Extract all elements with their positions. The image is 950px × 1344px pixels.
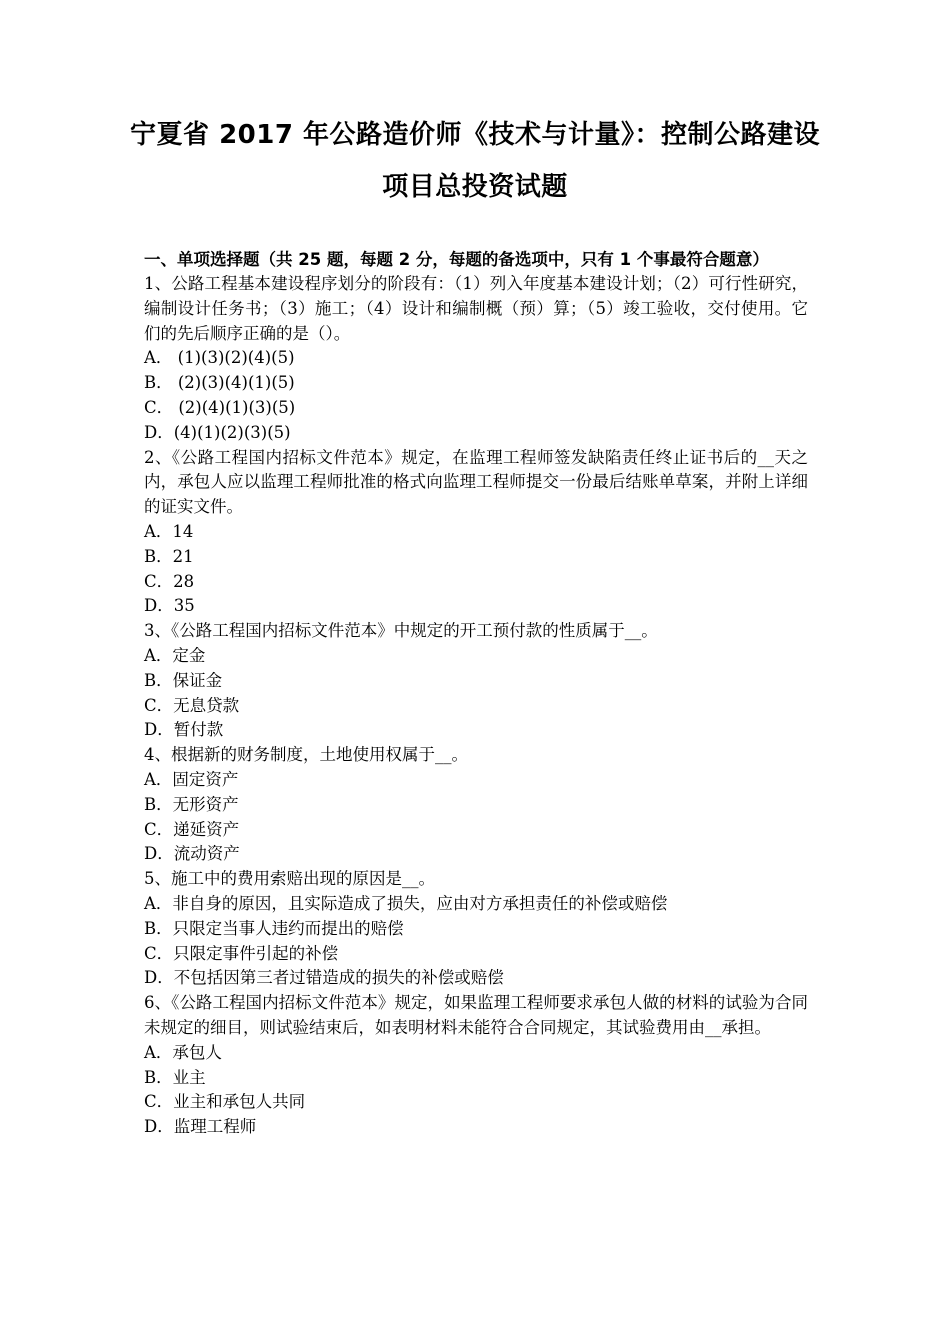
- question-6: [144, 991, 808, 1140]
- question-stem: 3、《公路工程国内招标文件范本》中规定的开工预付款的性质属于__。: [144, 621, 658, 641]
- question-1: [144, 272, 808, 446]
- option-a: A．承包人: [144, 1042, 222, 1062]
- option-b: B．业主: [144, 1067, 206, 1087]
- option-a: A．定金: [144, 645, 206, 665]
- option-b: B．无形资产: [144, 794, 239, 814]
- question-stem: 6、《公路工程国内招标文件范本》规定，如果监理工程师要求承包人做的材料的试验为合同未规定的细目，则试验结束后，如表明材料未能符合合同规定，其试验费用由__承担。: [144, 993, 808, 1037]
- option-d: D．不包括因第三者过错造成的损失的补偿或赔偿: [144, 968, 504, 988]
- option-b: B． (2)(3)(4)(1)(5): [144, 373, 295, 393]
- document-title-line-2: 项目总投资试题: [382, 172, 568, 202]
- question-3: [144, 619, 808, 743]
- section-heading: 一、单项选择题（共 25 题，每题 2 分，每题的备选项中，只有 1 个事最符合题意）: [144, 250, 769, 269]
- option-a: A．固定资产: [144, 769, 239, 789]
- question-5: [144, 867, 808, 991]
- option-a: A．14: [144, 521, 194, 541]
- option-d: D．流动资产: [144, 844, 240, 864]
- option-d: D．暂付款: [144, 720, 224, 740]
- option-a: A． (1)(3)(2)(4)(5): [144, 348, 295, 368]
- document-title-line-1: 宁夏省 2017 年公路造价师《技术与计量》：控制公路建设: [130, 120, 820, 150]
- option-b: B．只限定当事人违约而提出的赔偿: [144, 918, 404, 938]
- option-c: C．28: [144, 571, 195, 591]
- option-d: D．35: [144, 596, 195, 616]
- option-c: C．无息贷款: [144, 695, 240, 715]
- question-2: [144, 446, 808, 620]
- option-d: D．监理工程师: [144, 1117, 257, 1137]
- option-c: C．只限定事件引起的补偿: [144, 943, 339, 963]
- question-stem: 4、根据新的财务制度，土地使用权属于__。: [144, 745, 468, 765]
- question-stem: 2、《公路工程国内招标文件范本》规定，在监理工程师签发缺陷责任终止证书后的__天之内，承包人应以监理工程师批准的格式向监理工程师提交一份最后结账单草案，并附上详细的证实文件。: [144, 447, 808, 517]
- option-b: B．保证金: [144, 670, 223, 690]
- option-c: C．递延资产: [144, 819, 240, 839]
- question-stem: 5、施工中的费用索赔出现的原因是__。: [144, 869, 435, 889]
- option-a: A．非自身的原因，且实际造成了损失，应由对方承担责任的补偿或赔偿: [144, 893, 668, 913]
- question-stem: 1、公路工程基本建设程序划分的阶段有：（1）列入年度基本建设计划；（2）可行性研究，编制设计任务书；（3）施工；（4）设计和编制概（预）算；（5）竣工验收，交付使用。它们的先后顺序正确的是（）。: [144, 274, 808, 343]
- option-c: C．业主和承包人共同: [144, 1092, 306, 1112]
- question-4: [144, 743, 808, 867]
- option-c: C． (2)(4)(1)(3)(5): [144, 397, 296, 417]
- option-d: D．(4)(1)(2)(3)(5): [144, 422, 291, 442]
- option-b: B．21: [144, 546, 194, 566]
- document-body: [144, 248, 808, 1140]
